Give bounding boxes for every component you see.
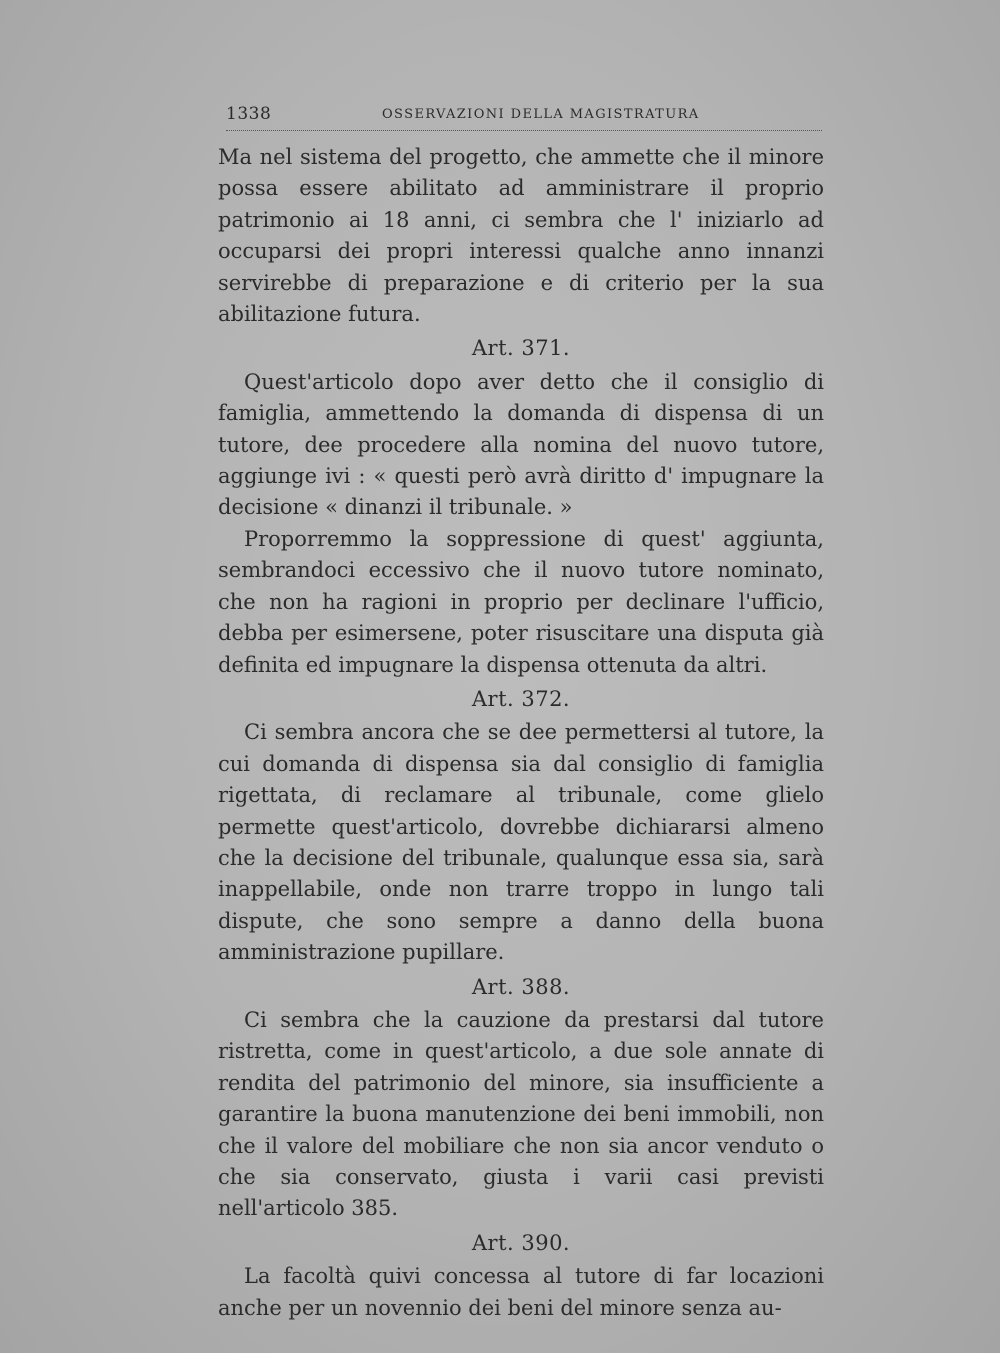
running-title: OSSERVAZIONI DELLA MAGISTRATURA: [382, 107, 700, 122]
article-heading: Art. 390.: [471, 1230, 571, 1255]
body-text: [218, 142, 824, 1324]
paragraph: Proporremmo la soppressione di quest' aggiunta, sembrandoci eccessivo che il nuovo tutore nominato, che non ha ragioni in proprio per declinare l'ufficio, debba per esimersene, poter risuscitare una disputa già definita ed impugnare la dispensa ottenuta da altri.: [218, 526, 824, 677]
paragraph: Ma nel sistema del progetto, che ammette che il minore possa essere abilitato ad amministrare il proprio patrimonio ai 18 anni, ci sembra che l' iniziarlo ad occuparsi dei propri interessi qualche anno innanzi servirebbe di preparazione e di criterio per la sua abilitazione futura.: [218, 145, 824, 327]
paragraph: Ci sembra ancora che se dee permettersi al tutore, la cui domanda di dispensa sia dal consiglio di famiglia rigettata, di reclamare al tribunale, come glielo permette quest'articolo, dovrebbe dichiararsi almeno che la decisione del tribunale, qualunque essa sia, sarà inappellabile, onde non trarre troppo in lungo tali dispute, che sono sempre a danno della buona amministrazione pupillare.: [218, 720, 824, 965]
article-heading: Art. 388.: [471, 974, 571, 999]
article-heading: Art. 372.: [471, 686, 571, 711]
header-rule: [226, 130, 822, 131]
paragraph: Ci sembra che la cauzione da prestarsi dal tutore ristretta, come in quest'articolo, a due sole annate di rendita del patrimonio del minore, sia insufficiente a garantire la buona manutenzione dei beni immobili, non che il valore del mobiliare che non sia ancor venduto o che sia conservato, giusta i varii casi previsti nell'articolo 385.: [218, 1007, 824, 1221]
paragraph: Quest'articolo dopo aver detto che il consiglio di famiglia, ammettendo la domanda di dispensa di un tutore, dee procedere alla nomina del nuovo tutore, aggiunge ivi : « questi però avrà diritto d' impugnare la decisione « dinanzi il tribunale. »: [218, 369, 824, 520]
page-number: 1338: [226, 104, 272, 124]
article-heading: Art. 371.: [471, 336, 571, 361]
running-head: [226, 104, 822, 126]
paragraph: La facoltà quivi concessa al tutore di far locazioni anche per un novennio dei beni del minore senza au-: [218, 1264, 824, 1320]
